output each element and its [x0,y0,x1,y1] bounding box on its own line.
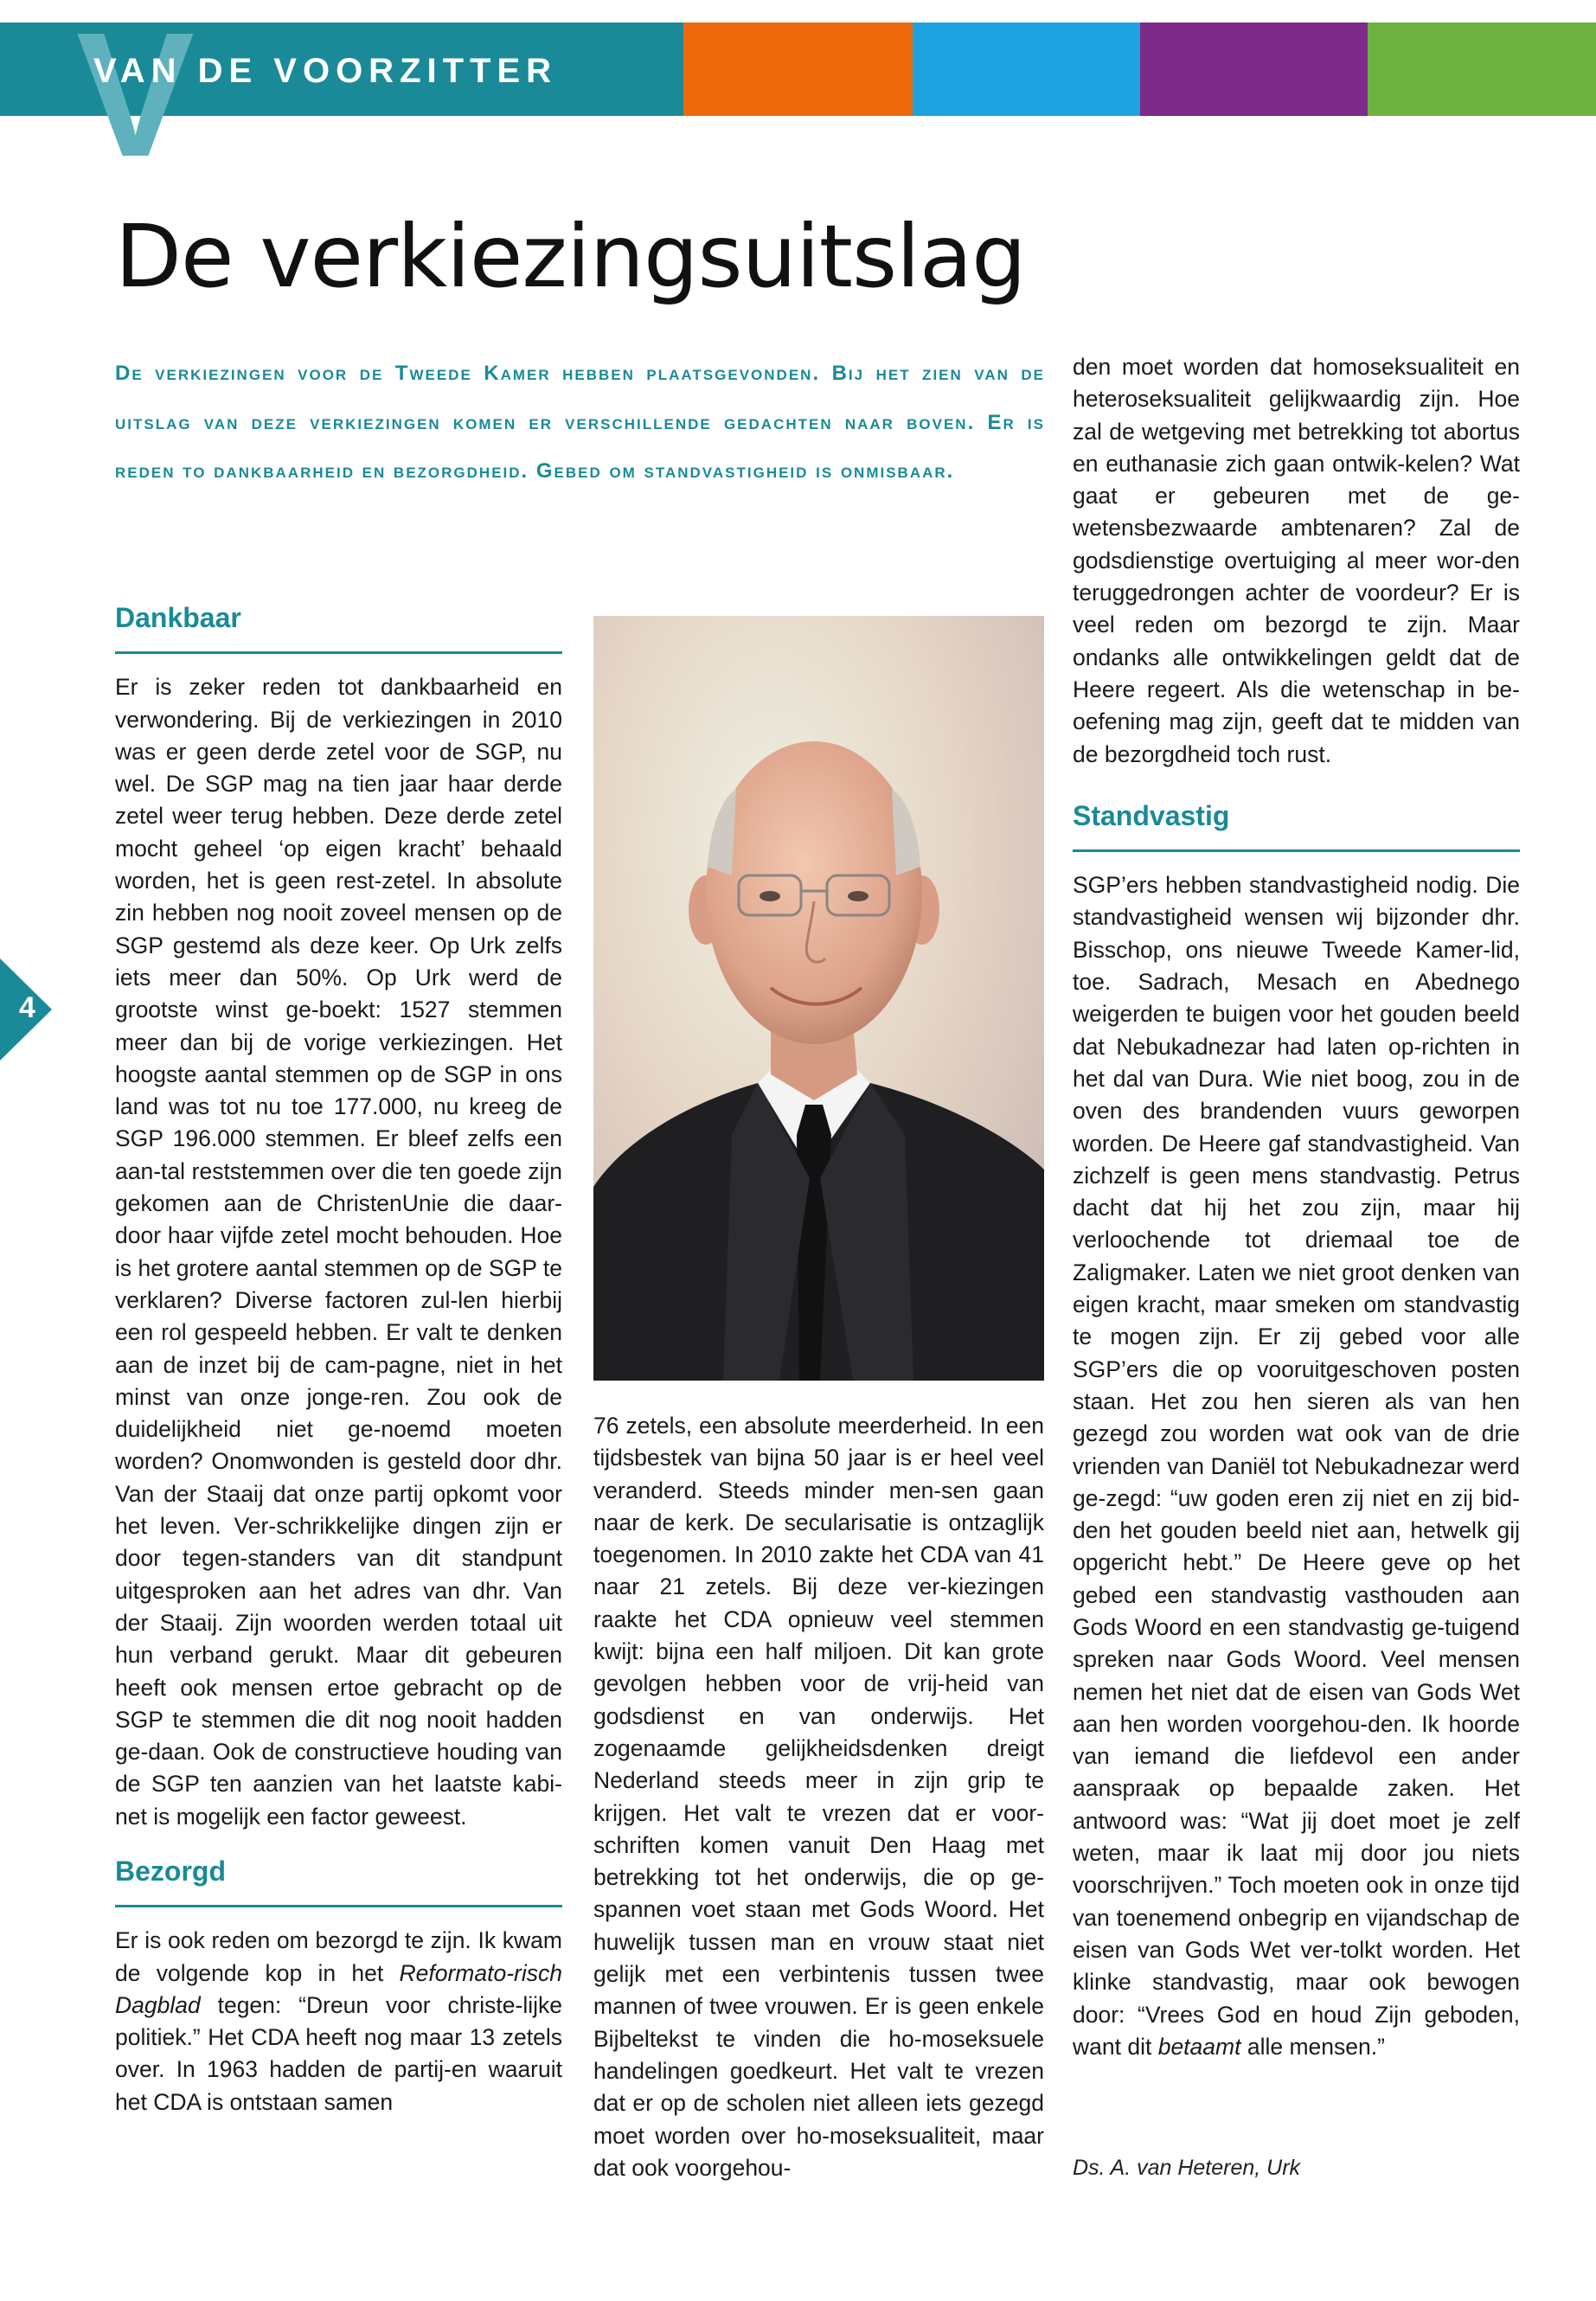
section-letter-logo: V [76,0,195,194]
heading-bezorgd: Bezorgd [115,1855,226,1887]
heading-rule [1073,849,1520,852]
article-lead: De verkiezingen voor de Tweede Kamer hebben plaatsgevonden. Bij het zien van de uitslag van deze verkiezingen komen er verschillende gedachten naar boven. Er is reden to dankbaarheid en bezorgdheid. Gebed om standvastigheid is onmisbaar. [115,362,1045,483]
column-1 [115,602,562,2118]
body-dankbaar: Er is zeker reden tot dankbaarheid en verwondering. Bij de verkiezingen in 2010 was er geen derde zetel voor de SGP, nu wel. De SGP mag na tien jaar haar derde zetel weer terug hebben. Deze derde zetel mocht geheel ‘op eigen kracht’ behaald worden, het is geen rest-zetel. In absolute zin hebben nog nooit zoveel mensen op de SGP gestemd als deze keer. Op Urk zelfs iets meer dan 50%. Op Urk werd de grootste winst ge-boekt: 1527 stemmen meer dan bij de vorige verkiezingen. Het hoogste aantal stemmen op de SGP in ons land was tot nu toe 177.000, nu kreeg de SGP 196.000 stemmen. Er bleef zelfs een aan-tal reststemmen over die ten goede zijn gekomen aan de ChristenUnie die daar-door haar vijfde zetel mocht behouden. Hoe is het grotere aantal stemmen op de SGP te verklaren? Diverse factoren zul-len hierbij een rol gespeeld hebben. Er valt te denken aan de inzet bij de cam-pagne, niet in het minst van onze jonge-ren. Zou ook de duidelijkheid niet ge-noemd moeten worden? Onomwonden is gesteld door dhr. Van der Staaij dat onze partij opkomt voor het leven. Ver-schrikkelijke dingen zijn er door tegen-standers van dit standpunt uitgesproken aan het adres van dhr. Van der Staaij. Zijn woorden werden totaal uit hun verband gerukt. Maar dit gebeuren heeft ook mensen ertoe gebracht op de SGP te stemmen die dit nog nooit hadden ge-daan. Ook de constructieve houding van de SGP ten aanzien van het laatste kabi-net is mogelijk een factor geweest. [115,674,562,1830]
heading-rule [115,1905,562,1907]
body-bezorgd-continued: 76 zetels, een absolute meerderheid. In een tijdsbestek van bijna 50 jaar is er heel veel veranderd. Steeds minder men-sen gaan naar de kerk. De secularisatie is ontzaglijk toegenomen. In 2010 zakte het CDA van 41 naar 21 zetels. Bij deze ver-kiezingen raakte het CDA opnieuw veel stemmen kwijt: bijna een half miljoen. Dit kan grote gevolgen hebben voor de vrij-heid van godsdienst en van onderwijs. Het zogenaamde gelijkheidsdenken dreigt Nederland steeds meer in zijn grip te krijgen. Het valt te vrezen dat er voor-schriften komen vanuit Den Haag met betrekking tot het onderwijs, die op ge-spannen voet staan met Gods Woord. Het huwelijk tussen man en vrouw staat niet gelijk met een verbintenis tussen twee mannen of twee vrouwen. Er is geen enkele Bijbeltekst te vinden die ho-moseksuele handelingen goedkeurt. Het valt te vrezen dat er op de scholen niet alleen iets gezegd moet worden over ho-moseksualiteit, maar dat ook voorgehou- [593,1413,1044,2181]
body-standvastig: SGP’ers hebben standvastigheid nodig. Die standvastigheid wensen wij bijzonder dhr. Bisschop, ons nieuwe Tweede Kamer-lid, toe. Sadrach, Mesach en Abednego weigerden te buigen voor het gouden beeld dat Nebukadnezar had laten op-richten in het dal van Dura. Wie niet boog, zou in de oven des brandenden vuurs geworpen worden. De Heere gaf standvastigheid. Van zichzelf is geen mens standvastig. Petrus dacht dat hij het zou zijn, maar hij verloochende tot driemaal toe de Zaligmaker. Laten we niet groot denken van eigen kracht, maar smeken om standvastig te mogen zijn. Er zij gebed voor alle SGP’ers die op vooruitgeschoven posten staan. Het zou hen sieren als van hen gezegd zou worden wat ook van de drie vrienden van Daniël tot Nebukadnezar werd ge-zegd: “uw goden eren zij niet en zij bid-den het gouden beeld niet aan, hetwelk gij opgericht hebt.” De Heere geve op het gebed een standvastig vasthouden aan Gods Woord en een standvastig ge-tuigend spreken naar Gods Woord. Veel mensen nemen het niet dat de eisen van Gods Wet aan hen worden voorgehou-den. Ik hoorde van iemand die liefdevol een ander aanspraak op bepaalde zaken. Het antwoord was: “Wat jij doet moet je zelf weten, maar ik laat mij door jou niets voorschrijven.” Toch moeten ook in onze tijd van toenemend onbegrip en vijandschap de eisen van Gods Wet ver-tolkt worden. Het klinke standvastig, maar ook bewogen door: “Vrees God en houd Zijn geboden, want dit betaamt alle mensen.” [1073,872,1520,2060]
heading-dankbaar: Dankbaar [115,602,241,633]
header-band-purple [1140,22,1368,116]
section-label: VAN DE VOORZITTER [93,52,558,90]
body-bezorgd-end: den moet worden dat homoseksualiteit en heteroseksualiteit gelijkwaardig zijn. Hoe zal de wetgeving met betrekking tot abortus en euthanasie zich gaan ontwik-kelen? Wat gaat er gebeuren met de ge-wetensbezwaarde ambtenaren? Zal de godsdienstige overtuiging al meer wor-den teruggedrongen achter de voordeur? Er is veel reden om bezorgd te zijn. Maar ondanks alle ontwikkelingen geldt dat de Heere regeert. Als die wetenschap in be-oefening mag zijn, geeft dat te midden van de bezorgdheid toch rust. [1073,354,1520,767]
header-band-blue [913,22,1140,116]
heading-standvastig: Standvastig [1073,799,1230,831]
page-number: 4 [19,991,35,1024]
heading-rule [115,651,562,654]
author-byline: Ds. A. van Heteren, Urk [1073,2156,1301,2180]
article-title: De verkiezingsuitslag [115,206,1026,307]
author-portrait [593,616,1044,1381]
portrait-illustration [593,616,1044,1381]
header-band-orange [683,22,913,116]
column-3 [1073,351,1520,2063]
column-2 [593,1410,1044,2184]
header-band-green [1368,22,1596,116]
body-bezorgd-start: Er is ook reden om bezorgd te zijn. Ik kwam de volgende kop in het Reformato-risch Dagblad tegen: “Dreun voor christe-lijke politiek.” Het CDA heeft nog maar 13 zetels over. In 1963 hadden de partij-en waaruit het CDA is ontstaan samen [115,1927,562,2115]
